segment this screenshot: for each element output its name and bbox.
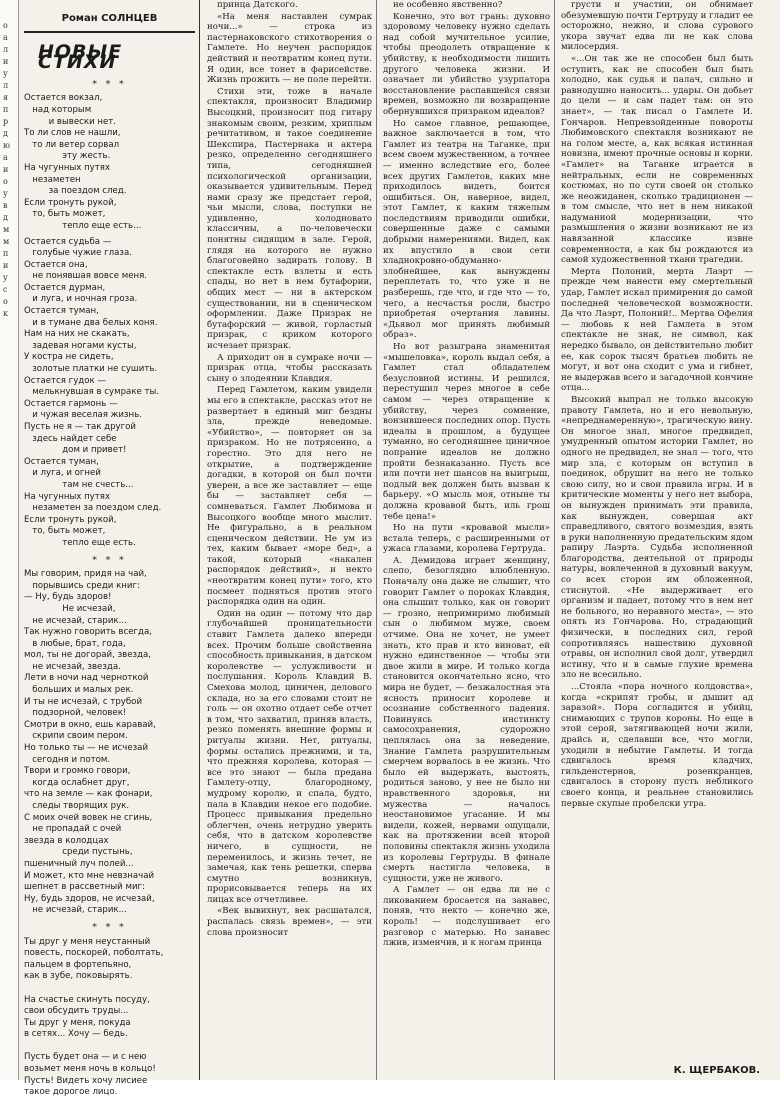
poem-separator: * * *	[92, 555, 127, 566]
article-paragraph: Но самое главное, решающее, важное заключается в том, что Гамлет из театра на Таганке, при всем своем мужественном, а точнее — именно вследствие его, более всех других Гамлетов, каких мне приходилось видеть, боится ошибиться. Он, наверное, видел, этот Гамлет, к каким тяжелым последствиям приводили ошибки, совершенные даже с самыми добрыми намерениями. Видел, как их впустило в свои сети хладнокровно-обдуманно-злобнейшее, как вынуждены переплетать то, что уже и не разберешь, где что, и где что — то, чего, а несчастья росли, быстро приобретая очертания лавины. «Дьявол мог принять любимый образ».	[383, 118, 550, 341]
article-paragraph: Один на один — потому что дар глубочайшей проницательности ставит Гамлета далеко впереди всех. Прочим больше свойственна способность привыкания, в датском королевстве — услужливости и послушания. Король Клавдий В. Смехова молод, циничен, делового склада, но за его словами стоит не голь — он охотно отдает себе отчет в том, что захватил, приняв власть, резко поменять внешние формы и ритуалы жизни. Нет, ритуалы, формы остались прежними, и та, что прежняя королева, которая — все это знают — была предана Гамлету-отцу, благородному, мудрому королю, и спала, будто, пала в Клавдии некое его подобие. Процесс привыкания предельно облегчен, очень нетрудно уверить себя, что в датском королевстве ничего, в сущности, не переменилось, и жизнь течет, не замечая, как тень решетки, сперва смутно возникнув, прорисовывается теперь на их лицах все отчетливее.	[207, 608, 373, 905]
poem-2: Остается судьба — голубые чужие глаза. Остается она, не понявшая вовсе меня. Остается дурман, и луга, и ночная гроза. Остается туман, и в тумане два белых коня. Нам на них не скакать, задевая ногами кусты, У костра не сидеть, золотые платки не сушить. Остается гудок — мелькнувшая в сумраке ты. Остается гармонь — и чужая веселая жизнь. Пусть не я — так другой здесь найдет себе дом и привет! Остается туман, и луга, и огней там не счесть... На чугунных путях незаметен за поездом след. Если тронуть рукой, то, быть может, тепло еще есть.	[24, 236, 162, 548]
article-paragraph: А. Демидова играет женщину, слепо, безоглядно влюбленную. Поначалу она даже не слышит, что говорит Гамлет о пороках Клавдия, она слышит только, как он говорит — грозно, непримиримо любимый сын о любимом муже, своем отчиме. Она не хочет, не умеет знать, кто прав и кто виноват, ей нужно единственное — чтобы эти двое жили в мире. И только когда становится окончательно ясно, что мира не будет, — безжалостная эта ясность приносит королеве и осознание собственного падения. Повинуясь инстинкту самосохранения, судорожно цеплялась она за неведение. Знание Гамлета разрушительным смерчем ворвалось в ее жизнь. Что было ей выдержать, выстоять, родиться заново, у нее не было ни нравственного здоровья, ни мужества — началось неостановимое угасание. И мы видели, кожей, нервами ощущали, как на протяжении всей второй половины спектакля жизнь уходила из королевы Гертруды. В финале смерть настигла человека, в сущности, уже не живого.	[383, 555, 550, 884]
article-paragraph: А Гамлет — он едва ли не с ликованием бросается на занавес, поняв, что некто — конечно же, король! — подслушивает его разговор с матерью. Но занавес лжив, изменчив, и к ногам принца	[383, 885, 550, 949]
article-paragraph: Но вот разыграна знаменитая «мышеловка», король выдал себя, а Гамлет стал обладателем безусловной истины. И решился, перестушил через многое в себе самом — через отвращение к убийству, через сомнение, вонзившееся последних опор. Пусть идеалы в прошлом, а будущее туманно, но сегодняшнее циничное попрание идеалов не должно пройти безнаказанно. Пусть все или почти нет шансов на выигрыш, подлый век должен быть вызван к барьеру. «О мысль моя, отныне ты должна кровавой быть, иль грош тебе цена!»	[383, 342, 550, 522]
author-rule	[24, 31, 195, 33]
author-name: Роман СОЛНЦЕВ	[61, 13, 158, 24]
poem-1: Остается вокзал, над которым и вывески нет. То ли слов не нашли, то ли ветер сорвал эту жесть. На чугунных путях незаметен за поездом след. Если тронуть рукой, то, быть может, тепло еще есть...	[24, 93, 142, 231]
article-paragraph: А приходит он в сумраке ночи — призрак отца, чтобы рассказать сыну о злодеянии Клавдия.	[207, 352, 372, 384]
article-paragraph: Высокий выпрал не только высокую правоту Гамлета, но и его невольную, «непреднамеренную», трагическую вину. Он многое знал, многое предвидел, умудренный опытом истории Гамлет, но одного не предвидел, не знал — того, что мир зла, с которым он вступил в поединок, обрушит на него не только свою силу, но и свои правила игры. И в критические моменты у него нет выбора, он вынужден принимать эти правила, как вынужден, совершая акт справедливого, святого возмездия, взять в руки наполненную предательским ядом рапиру Лаэрта. Судьба исполненной благородства, деятельной от природы натуры, вовлеченной в духовный вакуум, со всех сторон им обложенной, стиснутой. «Не выдерживает его организм и падает, потому что в нем нет не больного, но неравного места», — это опять из Гончарова. Но, страдающий физически, в последних сил, герой сопротивляясь нашествию духовной отравы, он исполнил свой долг, утвердил истину, что и в самые глухие времена зло не всесильно.	[561, 394, 753, 681]
poem-3: Мы говорим, придя на чай, порывшись среди книг: — Ну, будь здоров! Не исчезай, не исчезай, старик... Так нужно говорить всегда, в любые, брат, года, мол, ты не догорай, звезда, не исчезай, звезда. Лети в ночи над черноткой больших и малых рек. И ты не исчезай, с трубой подзорной, человек! Смотри в окно, ешь каравай, скрипи своим пером. Но только ты — не исчезай сегодня и потом. Твори и громко говори, когда ослабнет друг, что на земле — как фонари, следы творящих рук. С моих очей вовек не сгинь, не пропадай с очей звезда в колодцах среди пустынь, пшеничный луч полей... И может, кто мне невзначай шепнет в рассветный миг: Ну, будь здоров, не исчезай, не исчезай, старик...	[24, 569, 156, 916]
article-paragraph: «...Он так же не способен был быть оступить, как не способен был быть холодно, как судья и палач, сильно и равнодушно наносить... удары. Он добьет до цели — и сам падет там: он это знает», — так писал о Гамлете И. Гончаров. Непревзойденные повороты Любимовского спектакля возникают не на голом месте, а, как всякая истинная новизна, имеют прочные основы и корни. «Гамлет» на Таганке играется в нейтральных, если не современных костюмах, но по сути своей он столько же неожиданен, сколько традиционен — в том смысле, что нет в нем никакой надуманной модернизации, что размышления о жизни возникают не из навязанной классике извне современности, а как бы рождаются из самой художественной ткани трагедии.	[561, 53, 753, 266]
poems-column	[20, 0, 200, 1098]
article-paragraph: Но на пути «кровавой мысли» встала теперь, с расширенными от ужаса глазами, королева Гертруда.	[383, 523, 550, 555]
article-paragraph: не особенно явственно?	[393, 0, 503, 10]
article-column-3	[557, 0, 757, 1080]
article-paragraph: Перед Гамлетом, каким увидели мы его в спектакле, рассказ этот не развертает в единый миг бездны зла, прежде неведомые. «Убийство», — повторяет он за призраком. Но не потрясенно, а горестно. Это для него не открытие, а подтверждение догадки, в которой он был почти уверен, а все же заставляет — еще бы — заставляет себя — сомневаться. Гамлет Любимова и Высоцкого вообще много мыслит. Не фигурально, а в реальном сценическом действии. Не ум из тех, каким бывает «море бед», а такой, который «накален распорядок действий», и некто «неотвратим конец пути» того, кто посмеет подняться против этого распорядка один на один.	[207, 385, 372, 608]
article-paragraph: грусти и участии, он обнимает обезумевшую почти Гертруду и гладит ее осторожно, нежно, и слова сурового укора звучат едва ли не как слова милосердия.	[561, 0, 753, 53]
article-paragraph: «На меня наставлен сумрак ночи...» — строка из пастернаковского стихотворения о Гамлете. Но неучен распорядок действий и неотвратим конец пути. Я один, все тонет в фарисействе. Жизнь прожить — не поле перейти.	[207, 11, 372, 86]
poem-section-title: НОВЫЕ СТИХИ	[38, 40, 123, 74]
poem-separator: * * *	[92, 79, 127, 90]
article-paragraph: «Век вывихнут, век расшатался, распалась связь времен», — эти слова произносит	[207, 906, 372, 938]
article-paragraph: Конечно, это вот грань: духовно здоровому человеку нужно сделать над собой мучительное усилие, чтобы преодолеть отвращение к убийству, к необходимости лишить другого человека жизни. И означает ли убийство узурпатора восстановление распавшейся связи времен, возможно ли возвращение обернувшихся призраком идеалов?	[383, 11, 550, 117]
poem-separator: * * *	[92, 922, 127, 933]
left-margin-strip	[0, 0, 19, 1080]
article-paragraph: ...Стояла «пора ночного колдовства», когда «скрипят гробы, и дышит ад заразой». Пора согладится и убийц, снимающих с трупов короны. Но еще в этой серой, затягивающей ночи жили, драйсь и, сделавши все, что могли, уходили в небытие Гамлеты. И тогда сдвигалось время кладчих, гильденстернов, розенкранцев, сдвигалось в сторону пусть небликого своего конца, и реальнее становились первые скупые пробелски утра.	[561, 682, 753, 809]
poem-4: Ты друг у меня неустанный повесть, поскорей, поболтать, пальцем в фортепьяно, как в зубе, поковырять. На счастье скинуть посуду, свои обсудить труды... Ты друг у меня, покуда в сетях... Хочу — бедь. Пусть будет она — и с нею возьмет меня ночь в кольцо! Пусть! Видеть хочу лисиее такое дорогое лицо.	[24, 936, 164, 1098]
article-column-1	[203, 0, 377, 1080]
article-column-2	[379, 0, 555, 1080]
article-signature: К. ЩЕРБАКОВ.	[673, 1065, 760, 1076]
article-paragraph: Стихи эти, тоже в начале спектакля, произносит Владимир Высоцкий, произносит под гитару знакомым своим, резким, хриплым речитативом, и такое соединение Шекспира, Пастернака и актера резко, определенно сегодняшнего типа, сегодняшней психологической организации, оказывается удивительным. Перед нами сразу же предстает герой, чьи мысли, слова, поступки не удивленно, холодновато классичны, а по-человечески понятны сидящим в зале. Герой, глядя на которого не нужно благоговейно задирать голову. В спектакле есть взлеты и есть спады, но нет в нем бутафории, общих мест — ни в актерском существовании, ни в сценическом оформлении. Даже Призрак не бутафорский — живой, горластый призрак, с криком которого исчезает призрак.	[207, 86, 372, 351]
article-paragraph: Мерта Полоний, мерта Лаэрт — прежде чем нанести ему смертельный удар, Гамлет искал примирения до самой последней человеческой возможности. Да что Лаэрт, Полоний!.. Мертва Офелия — любовь к ней Гамлета в этом спектакле не знак, не символ, как нередко бывало, он действительно любит ее, как сорок тысяч братьев любить не могут, и вот она сходит с ума и гибнет, не выдержав всего и загадочной кончине отца...	[561, 266, 753, 394]
clipped-edge-text: о а л и у л я п р д ю а и о у в д м м п и у с о к	[3, 21, 10, 318]
article-paragraph: принца Датского.	[217, 0, 298, 10]
